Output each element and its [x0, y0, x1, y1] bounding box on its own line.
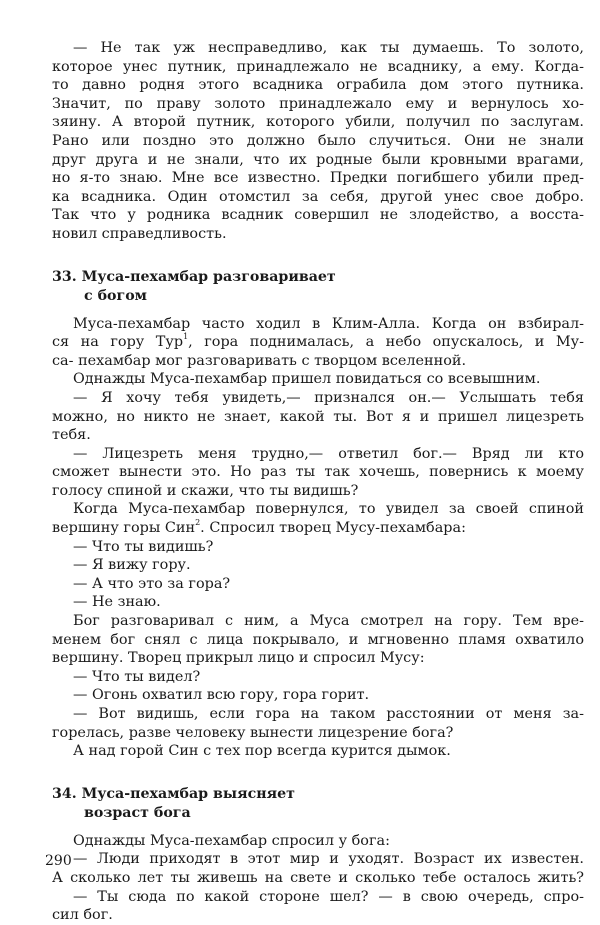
text-line: — Не знаю.: [73, 594, 161, 611]
text-line: то давно родня этого всадника ограбила дом этого путника.: [52, 77, 584, 94]
text-line: — Вот видишь, если гора на таком расстоянии от меня за-: [73, 706, 584, 722]
text-line: Так что у родника всадник совершил не злодейство, а восста-: [52, 207, 584, 224]
text-line: новил справедливость.: [52, 225, 227, 242]
section-heading-34: [52, 785, 584, 823]
text-line: — Огонь охватил всю гору, гора горит.: [73, 687, 370, 704]
text-line: — Лицезреть меня трудно,— ответил бог.— Вряд ли кто: [73, 445, 584, 462]
text-line: Рано или поздно это должно было случиться. Они не знали: [52, 132, 584, 149]
page-number: 290: [45, 853, 72, 869]
text-line: ся на гору Тур$^1$, гора поднималась, а небо опускалось, и Му-: [52, 332, 584, 351]
text-line: которое унес путник, принадлежало не всаднику, а ему. Когда-: [52, 58, 584, 75]
text-line: горелась, разве человеку вынести лицезрение бога?: [52, 724, 454, 741]
text-line: са- пехамбар мог разговаривать с творцом вселенной.: [52, 352, 467, 369]
heading-line: возраст бога: [84, 804, 191, 821]
text-line: сил бог.: [52, 907, 113, 924]
text-line: сможет вынести это. Но раз ты так хочешь, повернись к моему: [52, 464, 584, 481]
intro-paragraph: [52, 39, 584, 244]
text-line: но я-то знаю. Мне все известно. Предки погибшего убили пред-: [52, 170, 584, 187]
spacer: [52, 823, 584, 832]
text-line: — Что ты видел?: [73, 668, 201, 685]
text-line: зяину. А второй путник, которого убили, получил по заслугам.: [52, 114, 584, 131]
text-line: ка всадника. Один отомстил за себя, другой унес свое добро.: [52, 188, 584, 205]
text-line: вершину. Творец прикрыл лицо и спросил Мусу:: [52, 650, 425, 667]
heading-line: 33. Муса-пехамбар разговаривает: [52, 268, 336, 285]
text-line: друг друга и не знали, что их родные были кровными врагами,: [52, 151, 584, 168]
spacer: [52, 306, 584, 315]
text-line: — А что это за гора?: [73, 575, 231, 592]
text-line: голосу спиной и скажи, что ты видишь?: [52, 482, 359, 499]
heading-line: с богом: [84, 287, 147, 304]
spacer: [52, 761, 584, 785]
heading-line: 34. Муса-пехамбар выясняет: [52, 785, 295, 802]
text-line: — Люди приходят в этот мир и уходят. Возраст их известен.: [73, 851, 584, 868]
text-line: — Я хочу тебя увидеть,— признался он.— Услышать тебя: [73, 389, 584, 406]
text-line: можно, но никто не знает, какой ты. Вот я и пришел лицезреть: [52, 408, 584, 425]
text-line: тебя.: [52, 427, 91, 444]
text-line: — Не так уж несправедливо, как ты думаешь. То золото,: [73, 40, 584, 56]
text-line: Однажды Муса-пехамбар пришел повидаться со всевышним.: [73, 371, 541, 388]
footnote-marker: 2: [195, 518, 201, 528]
section-body-33: [52, 315, 584, 761]
text-line: — Ты сюда по какой стороне шел? — в свою очередь, спро-: [73, 888, 584, 905]
section-heading-33: [52, 268, 584, 306]
text-line: Когда Муса-пехамбар повернулся, то увидел за своей спиной: [73, 501, 584, 518]
text-line: Муса-пехамбар часто ходил в Клим-Алла. Когда он взбирал-: [73, 315, 584, 332]
text-line: — Я вижу гору.: [73, 557, 191, 574]
text-line: — Что ты видишь?: [73, 538, 214, 555]
spacer: [52, 244, 584, 268]
text-line: Однажды Муса-пехамбар спросил у бога:: [73, 832, 390, 849]
text-line: Бог разговаривал с ним, а Муса смотрел на гору. Тем вре-: [73, 613, 584, 630]
text-line: А над горой Син с тех пор всегда курится дымок.: [73, 743, 451, 760]
text-line: вершину горы Син$^2$. Спросил творец Мусу-пехамбара:: [52, 518, 466, 537]
text-line: Значит, по праву золото принадлежало ему и вернулось хо-: [52, 95, 584, 112]
book-page: [52, 39, 584, 925]
text-line: менем бог снял с лица покрывало, и мгновенно пламя охватило: [52, 631, 584, 648]
section-body-34: [52, 832, 584, 925]
text-line: А сколько лет ты живешь на свете и сколько тебе осталось жить?: [52, 869, 584, 886]
footnote-marker: 1: [183, 332, 189, 342]
